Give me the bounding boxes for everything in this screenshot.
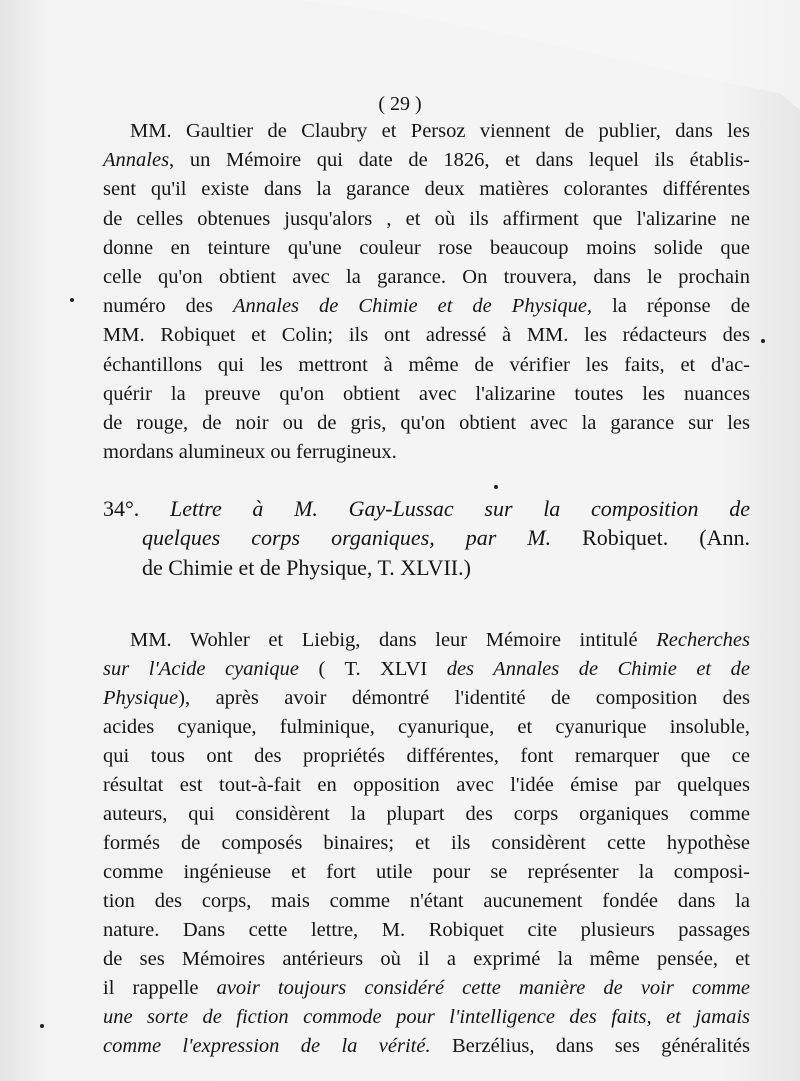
text-run: Robiquet. (Ann. [551, 525, 750, 551]
text-line [103, 440, 397, 464]
italic-text: sur l'Acide cyanique [103, 658, 299, 680]
text-run: quérir la preuve qu'on obtient avec l'alizarine toutes les nuances [103, 382, 750, 405]
text-line [103, 1005, 750, 1029]
text-run: mordans alumineux ou ferrugineux. [103, 441, 397, 464]
text-run: donne en teinture qu'une couleur rose beaucoup moins solide que [103, 236, 750, 259]
italic-text: comme l'expression de la vérité. [103, 1035, 431, 1057]
text-line [103, 686, 750, 710]
italic-text: Annales de Chimie et de Physique, [232, 295, 593, 318]
text-run: de Chimie et de Physique, T. XLVII.) [142, 554, 471, 580]
text-run: sent qu'il existe dans la garance deux matières colorantes différentes [103, 178, 750, 201]
text-line [103, 323, 750, 347]
italic-text: Physique [103, 687, 179, 709]
text-line [130, 628, 750, 652]
text-line [142, 556, 471, 580]
text-run: tion des corps, mais comme n'étant aucunement fondée dans la [103, 890, 750, 912]
text-line [103, 177, 750, 201]
text-run: nature. Dans cette lettre, M. Robiquet cite plusieurs passages [103, 919, 750, 941]
text-line [130, 119, 750, 143]
text-line [103, 236, 750, 260]
text-line [103, 207, 750, 231]
text-line [103, 773, 750, 797]
text-run: échantillons qui les mettront à même de vérifier les faits, et d'ac- [103, 353, 750, 376]
text-run: de rouge, de noir ou de gris, qu'on obtient avec la garance sur les [103, 412, 750, 434]
text-run: auteurs, qui considèrent la plupart des corps organiques comme [103, 803, 750, 825]
text-line [103, 411, 750, 435]
text-line [103, 265, 750, 289]
text-run: qui tous ont des propriétés différentes, font remarquer que ce [103, 745, 750, 767]
text-run: ), après avoir démontré l'identité de composition des [178, 687, 750, 709]
text-line [103, 744, 750, 768]
text-line [103, 976, 750, 1000]
text-line [103, 1034, 750, 1058]
italic-text: avoir toujours considéré cette manière de voir comme [216, 977, 750, 999]
text-line [103, 802, 750, 826]
text-run: MM. Gaultier de Claubry et Persoz viennent de publier, dans les [130, 120, 750, 142]
text-run: Berzélius, dans ses généralités [430, 1035, 750, 1057]
ink-speck [70, 298, 74, 302]
text-run: celle qu'on obtient avec la garance. On trouvera, dans le prochain [103, 266, 750, 288]
text-line [103, 860, 750, 884]
italic-text: une sorte de fiction commode pour l'intelligence des faits, et jamais [103, 1006, 750, 1028]
text-run: de celles obtenues jusqu'alors , et où ils affirment que l'alizarine ne [103, 207, 750, 230]
text-run: 34°. [103, 496, 170, 521]
text-run: comme ingénieuse et fort utile pour se représenter la composi- [103, 861, 750, 883]
italic-text: quelques corps organiques, par M. [142, 525, 552, 551]
text-run: MM. Wohler et Liebig, dans leur Mémoire intitulé [130, 629, 657, 651]
text-line [103, 353, 750, 377]
italic-text: des Annales de Chimie et de [446, 658, 750, 680]
text-run: il rappelle [103, 977, 217, 999]
italic-text: Annales [103, 149, 170, 172]
text-run: MM. Robiquet et Colin; ils ont adressé à MM. les rédacteurs des [103, 324, 750, 347]
text-run: acides cyanique, fulminique, cyanurique, et cyanurique insoluble, [103, 716, 750, 738]
italic-text: Lettre à M. Gay-Lussac sur la composition de [169, 496, 750, 521]
text-line [103, 382, 750, 406]
text-run: ( T. XLVI [298, 658, 447, 680]
text-line [142, 526, 750, 550]
text-line [103, 657, 750, 681]
ink-speck [40, 1024, 44, 1028]
text-line [103, 918, 750, 942]
text-line [103, 831, 750, 855]
italic-text: Recherches [656, 629, 750, 651]
text-line [103, 497, 750, 521]
text-run: numéro des [103, 295, 233, 318]
text-line [103, 947, 750, 971]
ink-speck [761, 339, 765, 343]
text-run: de ses Mémoires antérieurs où il a exprimé la même pensée, et [103, 948, 750, 970]
ink-speck [494, 485, 498, 489]
text-run: la réponse de [592, 295, 750, 318]
page-number: ( 29 ) [378, 93, 422, 115]
text-run: , un Mémoire qui date de 1826, et dans lequel ils établis- [169, 149, 750, 172]
text-run: résultat est tout-à-fait en opposition avec l'idée émise par quelques [103, 774, 750, 796]
text-line [103, 889, 750, 913]
text-line [103, 715, 750, 739]
text-line [103, 294, 750, 318]
text-line [103, 148, 750, 172]
text-run: formés de composés binaires; et ils considèrent cette hypothèse [103, 832, 750, 854]
